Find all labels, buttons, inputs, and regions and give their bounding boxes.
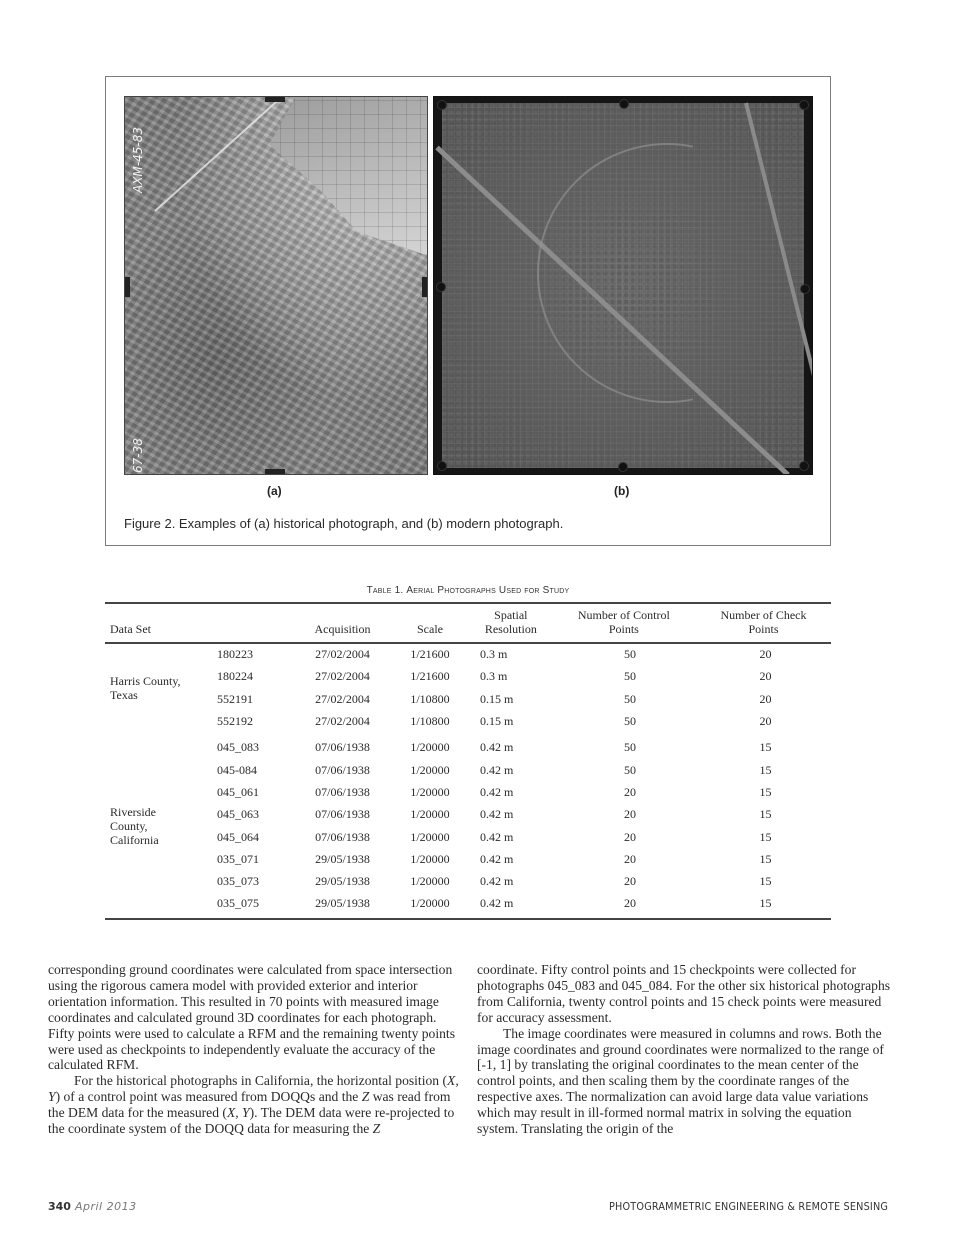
cell-check-points: 15 [759, 829, 772, 844]
cell-scale: 1/20000 [410, 740, 450, 755]
data-set-riverside-county [105, 737, 215, 915]
cell-check-points: 15 [759, 784, 772, 799]
abbrev-doqq: DOQQ [270, 1089, 311, 1105]
cell-resolution: 0.42 m [480, 740, 514, 755]
cell-control-points: 20 [624, 784, 636, 799]
text-run: and the remaining twenty points were used as checkpoints to independently evaluate the accuracy of the calculated [48, 1025, 455, 1073]
math-z: Z [361, 1089, 370, 1105]
text-run: For the historical photographs in California, the horizontal position ( [74, 1073, 448, 1089]
paragraph [48, 962, 466, 1073]
cell-scale: 1/20000 [410, 896, 450, 911]
cell-control-points: 20 [624, 874, 636, 889]
cell-scale: 1/21600 [410, 669, 450, 684]
text-run: corresponding ground coordinates were calculated from space intersection using the rigorous camera model with provided exterior and interior orientation information. This resulted in 70 points with measured image coordinates and calculated ground [48, 962, 453, 1025]
cell-acquisition: 27/02/2004 [315, 714, 370, 729]
math-z: Z [372, 1121, 381, 1137]
cell-control-points: 20 [624, 896, 636, 911]
table-row [105, 644, 831, 666]
cell-control-points: 50 [624, 740, 636, 755]
cell-id: 552192 [217, 714, 253, 729]
cell-acquisition: 27/02/2004 [315, 669, 370, 684]
text-run: ). The [249, 1105, 286, 1121]
cell-scale: 1/20000 [410, 851, 450, 866]
cell-acquisition: 07/06/1938 [315, 829, 370, 844]
cell-resolution: 0.42 m [480, 829, 514, 844]
cell-check-points: 15 [759, 874, 772, 889]
text-run: was read from the [48, 1089, 451, 1121]
abbrev-3d: 3D [237, 1009, 255, 1025]
header-control-points-line1: Number of Control [577, 608, 670, 622]
cell-check-points: 20 [759, 647, 772, 662]
header-check-points [696, 604, 831, 642]
cell-resolution: 0.3 m [480, 647, 508, 662]
cell-acquisition: 07/06/1938 [315, 784, 370, 799]
cell-id: 035_075 [217, 896, 259, 911]
cell-control-points: 20 [624, 807, 636, 822]
cell-resolution: 0.42 m [480, 851, 514, 866]
fiducial-mark-tr [799, 100, 809, 110]
cell-scale: 1/20000 [410, 784, 450, 799]
cell-resolution: 0.42 m [480, 784, 514, 799]
page-number: 340 [48, 1200, 71, 1213]
issue-date: April 2013 [74, 1200, 137, 1213]
text-run: . [135, 1057, 139, 1073]
paragraph: coordinate. Fifty control points and 15 checkpoints were collected for photographs 045_083 and 045_084. For the other six historical photographs from California, twenty control points and 15 check points were measured for accuracy assessment. [477, 962, 891, 1025]
cell-check-points: 15 [759, 851, 772, 866]
data-set-label-line2: Texas [110, 688, 138, 703]
abbrev-dem: DEM [285, 1105, 316, 1121]
aerial-photographs-table [105, 602, 831, 920]
cell-resolution: 0.42 m [480, 807, 514, 822]
figure-caption: Figure 2. Examples of (a) historical photograph, and (b) modern photograph. [124, 516, 564, 531]
header-scale: Scale [417, 622, 443, 636]
fiducial-mark-ml [436, 282, 446, 292]
cell-id: 035_071 [217, 851, 259, 866]
data-set-label-line1: Harris County, [110, 674, 181, 689]
cell-acquisition: 07/06/1938 [315, 740, 370, 755]
cell-scale: 1/20000 [410, 807, 450, 822]
cell-control-points: 50 [624, 762, 636, 777]
cell-scale: 1/10800 [410, 714, 450, 729]
header-control-points [552, 604, 696, 642]
fiducial-mark-bc [618, 462, 628, 472]
cell-control-points: 20 [624, 829, 636, 844]
fiducial-mark-bottom [265, 469, 285, 474]
cell-acquisition: 29/05/1938 [315, 851, 370, 866]
table-title-prefix: Table 1. [366, 585, 404, 596]
header-check-points-line1: Number of Check [720, 608, 807, 622]
photo-a-frame-id: AXM-45-83 [131, 127, 145, 193]
cell-id: 180224 [217, 669, 253, 684]
table-title-text: Aerial Photographs Used for Study [406, 585, 570, 596]
abbrev-doqq: DOQQ [204, 1121, 244, 1137]
photo-a-frame-number: 67-38 [131, 438, 145, 473]
paragraph: The image coordinates were measured in columns and rows. Both the image coordinates and ground coordinates were normalized to the range of [-1, 1] by translating the original coordinates to the mean center of the control points, and then scaling them by the coordinate ranges of the respective axes. The normalization can avoid large data value variations which may result in ill-formed normal matrix in solving the equation system. Translating the origin of the [477, 1025, 884, 1137]
cell-control-points: 20 [624, 851, 636, 866]
text-run: ) of a control point was measured from [55, 1089, 271, 1105]
text-run: coordinates for each photograph. Fifty points were used to calculate a [48, 1009, 437, 1041]
header-spatial-resolution-line2: Resolution [484, 622, 537, 636]
text-run: data were re-projected to the coordinate system of the [48, 1105, 455, 1137]
subfigure-label-a: (a) [267, 484, 282, 498]
header-id [215, 604, 295, 642]
fiducial-mark-right [422, 277, 427, 297]
fiducial-mark-bl [437, 461, 447, 471]
cell-resolution: 0.42 m [480, 762, 514, 777]
cell-id: 045_064 [217, 829, 259, 844]
cell-acquisition: 07/06/1938 [315, 807, 370, 822]
abbrev-dem: DEM [68, 1105, 99, 1121]
farm-fields [252, 97, 427, 255]
data-set-label-line3: California [110, 832, 159, 847]
cell-check-points: 15 [759, 807, 772, 822]
header-control-points-line2: Points [608, 622, 639, 636]
fiducial-mark-br [799, 461, 809, 471]
historical-photograph [124, 96, 428, 475]
cell-check-points: 15 [759, 762, 772, 777]
table-bottom-rule [105, 918, 831, 920]
cell-acquisition: 29/05/1938 [315, 874, 370, 889]
table-title [105, 585, 831, 596]
cell-check-points: 20 [759, 691, 772, 706]
cell-control-points: 50 [624, 714, 636, 729]
cell-check-points: 20 [759, 669, 772, 684]
cell-resolution: 0.15 m [480, 714, 514, 729]
body-column-left [48, 962, 466, 1137]
cell-scale: 1/10800 [410, 691, 450, 706]
figure-2 [105, 76, 831, 546]
table-row [105, 737, 831, 759]
header-spatial-resolution [470, 604, 552, 642]
cell-id: 180223 [217, 647, 253, 662]
fiducial-mark-top [265, 97, 285, 102]
cell-id: 045-084 [217, 762, 257, 777]
math-xy: X, Y [48, 1073, 459, 1105]
abbrev-rfm: RFM [106, 1057, 136, 1073]
journal-name: PHOTOGRAMMETRIC ENGINEERING & REMOTE SENSING [608, 1200, 888, 1213]
cell-resolution: 0.42 m [480, 874, 514, 889]
paragraph [48, 1073, 466, 1137]
cell-scale: 1/21600 [410, 647, 450, 662]
cell-resolution: 0.42 m [480, 896, 514, 911]
text-run: data for the measured ( [98, 1105, 227, 1121]
cell-control-points: 50 [624, 647, 636, 662]
math-xy: X, Y [226, 1105, 250, 1121]
cell-id: 552191 [217, 691, 253, 706]
cell-scale: 1/20000 [410, 874, 450, 889]
urban-area [442, 103, 804, 468]
text-run: data for measuring the [243, 1121, 373, 1137]
data-set-label-line2: County, [110, 818, 148, 833]
cell-check-points: 20 [759, 714, 772, 729]
subfigure-label-b: (b) [614, 484, 630, 498]
abbrev-rfm: RFM [247, 1025, 277, 1041]
header-check-points-line2: Points [748, 622, 779, 636]
fiducial-mark-left [125, 277, 130, 297]
fiducial-mark-tc [619, 99, 629, 109]
cell-control-points: 50 [624, 691, 636, 706]
header-data-set: Data Set [110, 622, 151, 636]
cell-check-points: 15 [759, 740, 772, 755]
cell-id: 045_063 [217, 807, 259, 822]
fiducial-mark-mr [800, 284, 810, 294]
cell-check-points: 15 [759, 896, 772, 911]
cell-id: 045_083 [217, 740, 259, 755]
fiducial-mark-tl [437, 100, 447, 110]
body-column-right [477, 962, 895, 1137]
cell-control-points: 50 [624, 669, 636, 684]
cell-acquisition: 27/02/2004 [315, 647, 370, 662]
table-header-row [105, 604, 831, 642]
data-set-harris-county [105, 644, 215, 733]
cell-acquisition: 29/05/1938 [315, 896, 370, 911]
curved-road [537, 143, 797, 403]
cell-acquisition: 07/06/1938 [315, 762, 370, 777]
modern-photograph [433, 96, 813, 475]
cell-scale: 1/20000 [410, 762, 450, 777]
cell-resolution: 0.15 m [480, 691, 514, 706]
data-set-label-line1: Riverside [110, 804, 156, 819]
text-run: s and the [310, 1089, 362, 1105]
cell-resolution: 0.3 m [480, 669, 508, 684]
cell-acquisition: 27/02/2004 [315, 691, 370, 706]
cell-id: 035_073 [217, 874, 259, 889]
cell-scale: 1/20000 [410, 829, 450, 844]
header-spatial-resolution-line1: Spatial [494, 608, 528, 622]
page-footer-left [48, 1200, 137, 1213]
cell-id: 045_061 [217, 784, 259, 799]
header-acquisition: Acquisition [314, 622, 371, 636]
